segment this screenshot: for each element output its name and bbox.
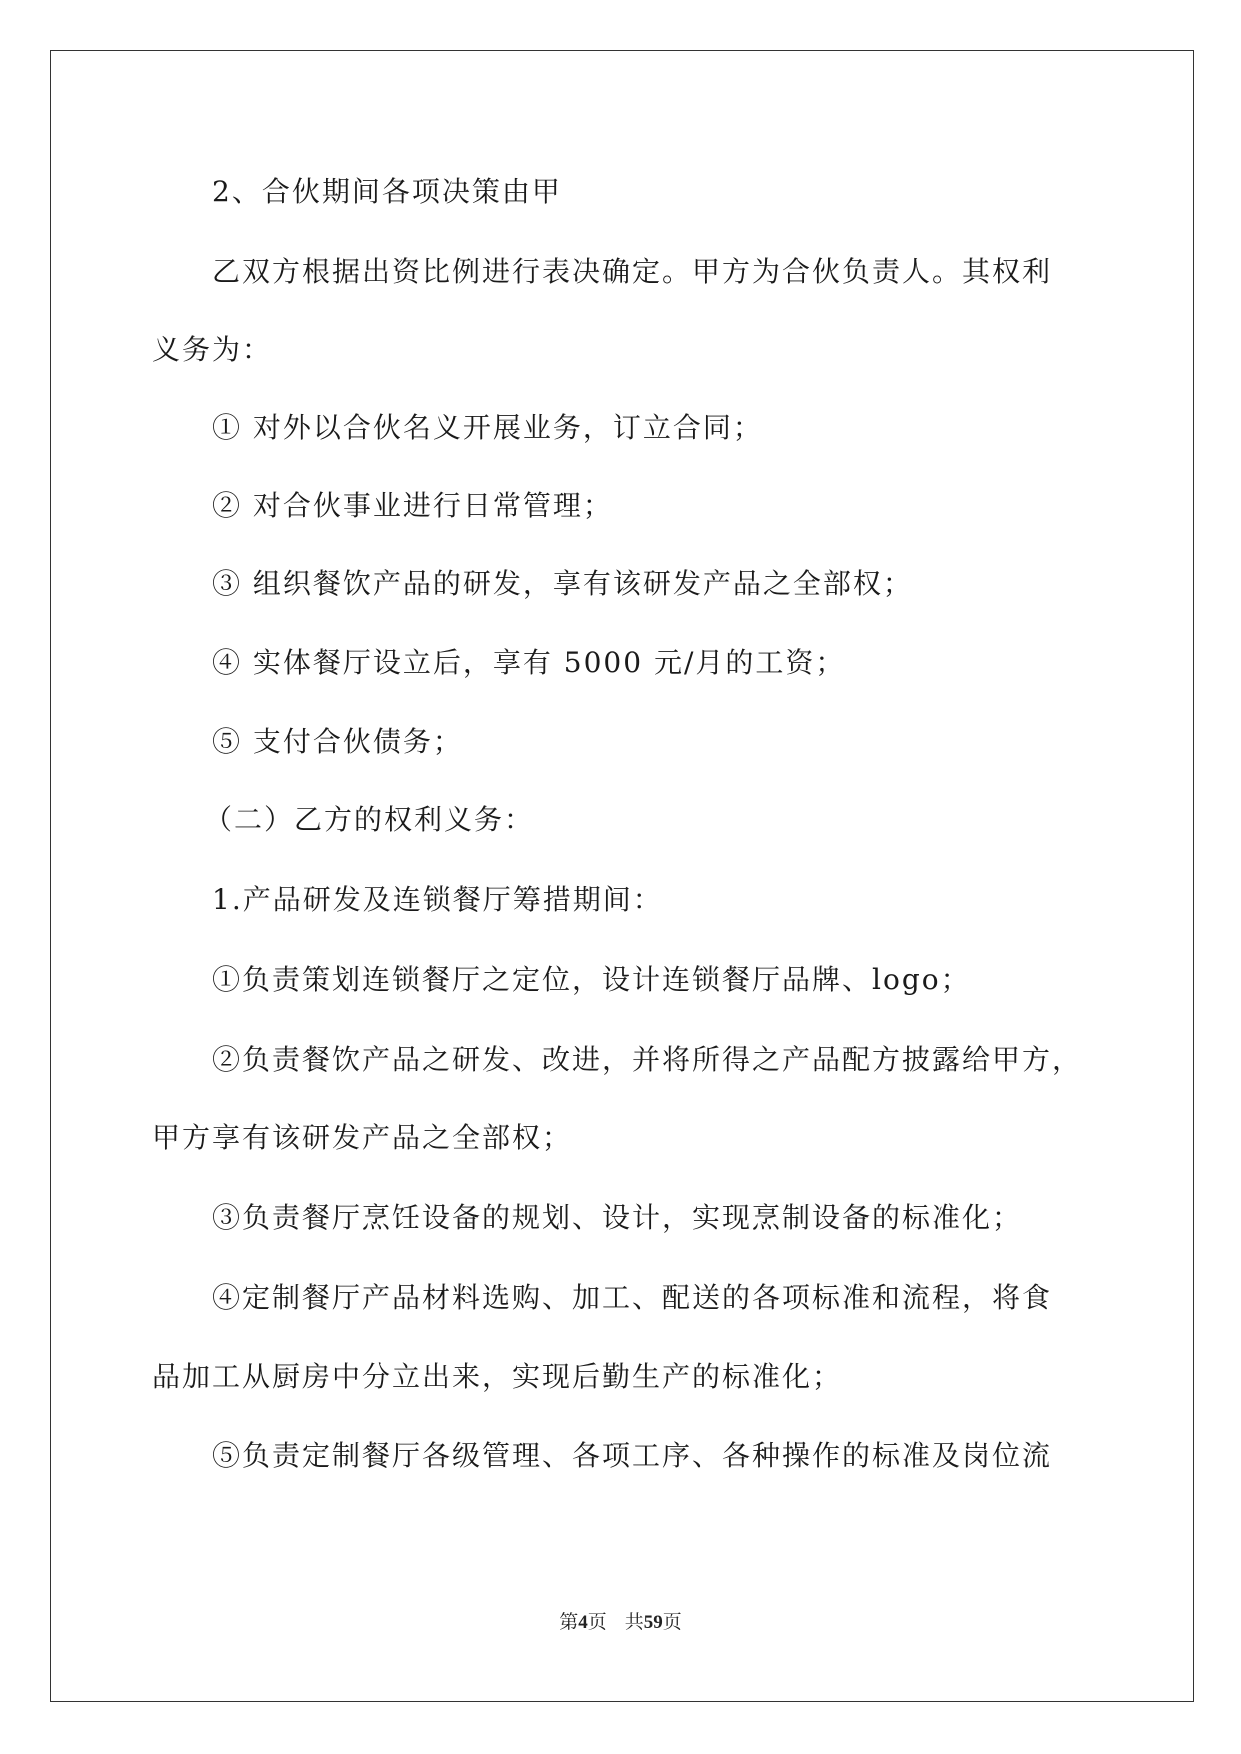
- paragraph-line: 乙双方根据出资比例进行表决确定。甲方为合伙负责人。其权利: [212, 255, 1053, 288]
- footer-total-pages: 59: [643, 1612, 663, 1633]
- footer-page-suffix: 页: [587, 1612, 607, 1633]
- page-footer: [0, 1610, 1241, 1636]
- paragraph-line: 义务为：: [152, 333, 273, 366]
- list-item: ②负责餐饮产品之研发、改进，并将所得之产品配方披露给甲方，: [212, 1043, 1083, 1076]
- footer-total-suffix: 页: [662, 1612, 682, 1633]
- footer-prefix: 第: [559, 1612, 579, 1633]
- list-item: ① 对外以合伙名义开展业务，订立合同；: [212, 411, 763, 444]
- list-item: ④ 实体餐厅设立后，享有 5000 元/月的工资；: [212, 646, 846, 679]
- paragraph-line: 甲方享有该研发产品之全部权；: [152, 1121, 573, 1154]
- paragraph-line: 2、合伙期间各项决策由甲: [212, 175, 562, 208]
- list-item: ⑤负责定制餐厅各级管理、各项工序、各种操作的标准及岗位流: [212, 1439, 1053, 1472]
- list-item: ⑤ 支付合伙债务；: [212, 725, 463, 758]
- list-item: ③ 组织餐饮产品的研发，享有该研发产品之全部权；: [212, 567, 913, 600]
- paragraph-line: 品加工从厨房中分立出来，实现后勤生产的标准化；: [152, 1360, 843, 1393]
- list-item: ③负责餐厅烹饪设备的规划、设计，实现烹制设备的标准化；: [212, 1201, 1023, 1234]
- list-item: ①负责策划连锁餐厅之定位，设计连锁餐厅品牌、logo；: [212, 963, 971, 996]
- footer-total-prefix: 共: [624, 1612, 644, 1633]
- paragraph-line: 1.产品研发及连锁餐厅筹措期间：: [212, 883, 663, 916]
- section-heading: （二）乙方的权利义务：: [204, 803, 535, 836]
- footer-page-number: 4: [578, 1612, 588, 1633]
- list-item: ② 对合伙事业进行日常管理；: [212, 489, 613, 522]
- list-item: ④定制餐厅产品材料选购、加工、配送的各项标准和流程，将食: [212, 1281, 1053, 1314]
